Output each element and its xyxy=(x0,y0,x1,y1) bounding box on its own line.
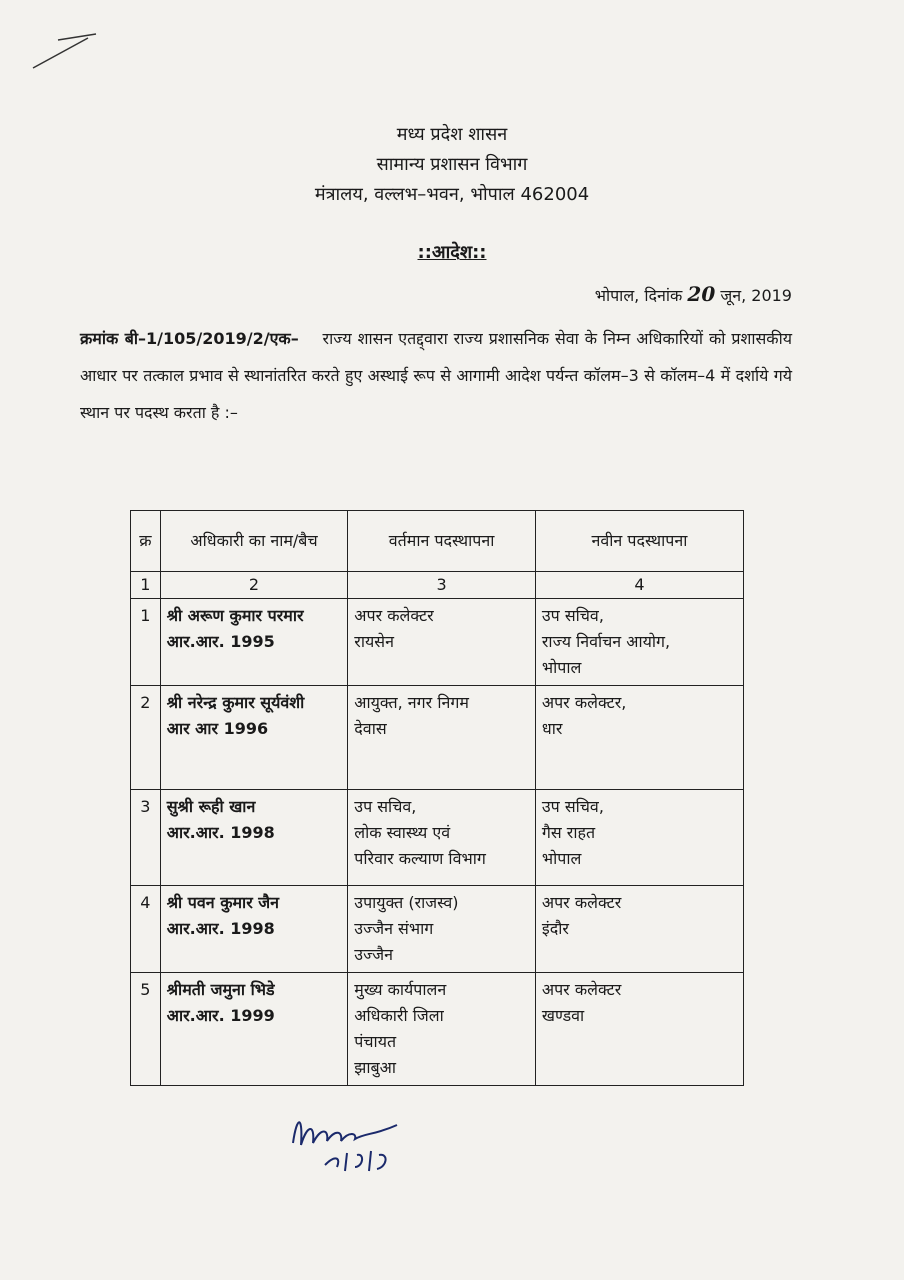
new-posting: अपर कलेक्टर खण्डवा xyxy=(535,973,743,1086)
officer-name: श्री पवन कुमार जैन xyxy=(166,893,280,912)
row-sno: 2 xyxy=(131,686,161,790)
table-row xyxy=(131,790,744,886)
header-officer: अधिकारी का नाम/बैच xyxy=(160,511,348,572)
current-posting: मुख्य कार्यपालन अधिकारी जिला पंचायत झाबुआ xyxy=(348,973,536,1086)
letterhead xyxy=(0,120,904,210)
new-posting: उप सचिव, राज्य निर्वाचन आयोग, भोपाल xyxy=(535,599,743,686)
office-address: मंत्रालय, वल्लभ–भवन, भोपाल 462004 xyxy=(314,184,590,205)
officer-cell xyxy=(160,686,348,790)
new-posting: अपर कलेक्टर इंदौर xyxy=(535,886,743,973)
table-row xyxy=(131,599,744,686)
order-text: राज्य शासन एतद्द्वारा राज्य प्रशासनिक सेवा के निम्न अधिकारियों को प्रशासकीय आधार पर तत्काल प्रभाव से स्थानांतरित करते हुए अस्थाई रूप से आगामी आदेश पर्यन्त कॉलम–3 से कॉलम–4 में दर्शाये गये स्थान पर पदस्थ करता है :– xyxy=(80,329,792,422)
row-sno: 3 xyxy=(131,790,161,886)
officer-batch: आर.आर. 1998 xyxy=(166,823,275,842)
table-header-row xyxy=(131,511,744,572)
column-number: 3 xyxy=(348,572,536,599)
order-title: ::आदेश:: xyxy=(417,242,487,263)
table-row xyxy=(131,973,744,1086)
officer-cell xyxy=(160,973,348,1086)
current-posting: उप सचिव, लोक स्वास्थ्य एवं परिवार कल्याण विभाग xyxy=(348,790,536,886)
officer-batch: आर.आर. 1995 xyxy=(166,632,275,651)
order-paragraph xyxy=(80,320,792,431)
officer-batch: आर आर 1996 xyxy=(166,719,269,738)
column-number: 1 xyxy=(131,572,161,599)
date-suffix: जून, 2019 xyxy=(720,286,792,305)
officer-name: सुश्री रूही खान xyxy=(166,797,256,816)
date-prefix: भोपाल, दिनांक xyxy=(594,286,683,305)
government-name: मध्य प्रदेश शासन xyxy=(396,124,508,145)
row-sno: 4 xyxy=(131,886,161,973)
current-posting: उपायुक्त (राजस्व) उज्जैन संभाग उज्जैन xyxy=(348,886,536,973)
header-new-posting: नवीन पदस्थापना xyxy=(535,511,743,572)
new-posting: उप सचिव, गैस राहत भोपाल xyxy=(535,790,743,886)
officer-cell xyxy=(160,599,348,686)
header-sno: क्र xyxy=(131,511,161,572)
officer-cell xyxy=(160,790,348,886)
row-sno: 1 xyxy=(131,599,161,686)
officer-cell xyxy=(160,886,348,973)
officer-name: श्री अरूण कुमार परमार xyxy=(166,606,304,625)
date-line xyxy=(595,282,792,306)
header-current-posting: वर्तमान पदस्थापना xyxy=(348,511,536,572)
officer-batch: आर.आर. 1999 xyxy=(166,1006,275,1025)
reference-number: क्रमांक बी–1/105/2019/2/एक– xyxy=(80,329,299,348)
officer-name: श्री नरेन्द्र कुमार सूर्यवंशी xyxy=(166,693,305,712)
posting-table xyxy=(130,510,744,1086)
pen-mark xyxy=(28,28,98,73)
current-posting: आयुक्त, नगर निगम देवास xyxy=(348,686,536,790)
column-number: 2 xyxy=(160,572,348,599)
row-sno: 5 xyxy=(131,973,161,1086)
column-number-row xyxy=(131,572,744,599)
table-row xyxy=(131,886,744,973)
officer-batch: आर.आर. 1998 xyxy=(166,919,275,938)
table-row xyxy=(131,686,744,790)
department-name: सामान्य प्रशासन विभाग xyxy=(376,154,528,175)
date-day-handwritten: 20 xyxy=(687,282,716,306)
current-posting: अपर कलेक्टर रायसेन xyxy=(348,599,536,686)
column-number: 4 xyxy=(535,572,743,599)
new-posting: अपर कलेक्टर, धार xyxy=(535,686,743,790)
signature xyxy=(285,1105,405,1175)
officer-name: श्रीमती जमुना भिडे xyxy=(166,980,275,999)
